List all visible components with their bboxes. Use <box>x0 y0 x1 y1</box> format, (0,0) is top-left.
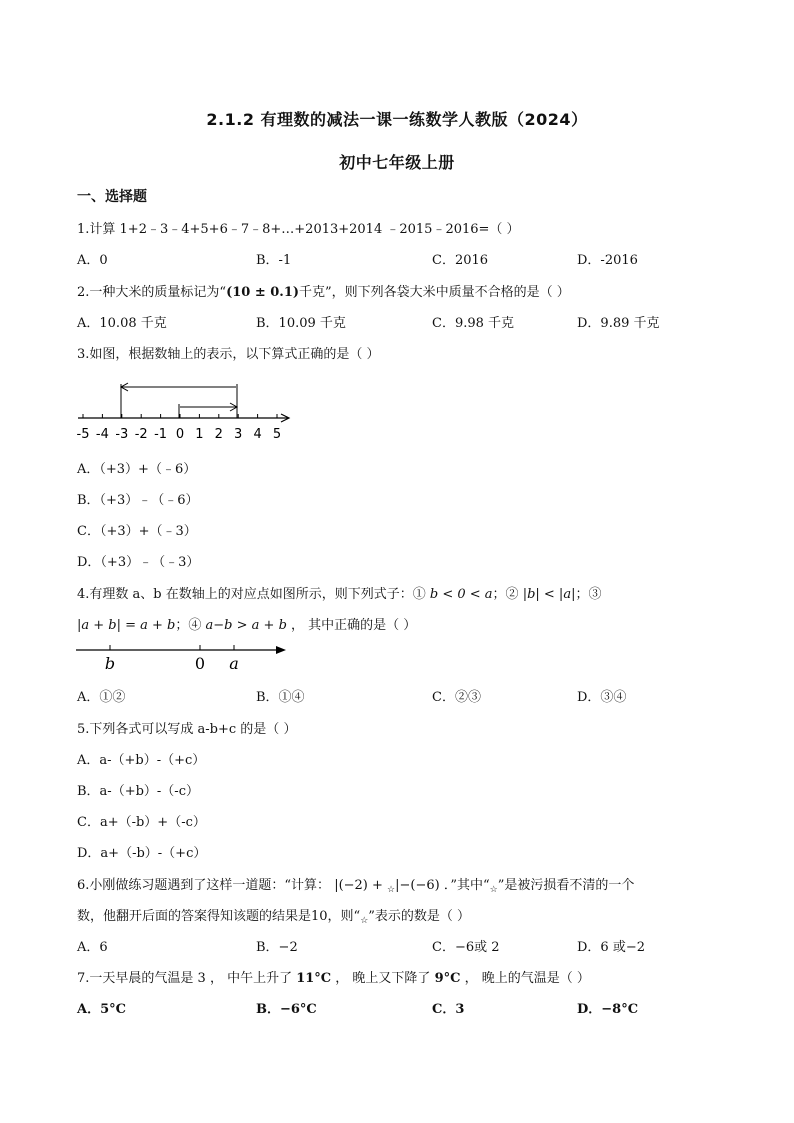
number-line-tick-label: -4 <box>95 427 109 442</box>
question-6-stem-line-1 <box>77 874 634 895</box>
question-6-star-glyph: ☆ <box>387 885 396 895</box>
question-1-option-d: D．-2016 <box>577 253 638 268</box>
question-5-option-d: D．a+（-b）-（+c） <box>77 846 207 861</box>
question-4-expression-2: |b| < |a| <box>518 587 576 602</box>
question-2-option-c: C．9.98 千克 <box>432 316 515 331</box>
number-line-tick-label: -2 <box>134 427 148 442</box>
question-4-option-b: B．①④ <box>256 690 305 705</box>
question-6-text-b: ．”其中“ <box>439 878 490 893</box>
question-1-option-a: A．0 <box>77 253 108 268</box>
number-line-tick-label: 4 <box>253 427 262 442</box>
question-6-expression-1: |(−2) + <box>330 878 388 893</box>
q4-label-a: a <box>229 654 239 673</box>
number-line-tick-labels <box>77 427 282 442</box>
question-2-stem <box>77 281 570 300</box>
question-6-expression-2: |−(−6) <box>395 878 440 893</box>
question-6-text-d: 数，他翻开后面的答案得知该题的结果是10，则“ <box>77 909 361 924</box>
question-3-number-line-figure <box>70 376 310 444</box>
question-1-option-c: C．2016 <box>432 253 489 268</box>
question-6-star-glyph-2: ☆ <box>489 885 498 895</box>
question-2-mass-expression: (10 ± 0.1) <box>226 285 300 300</box>
document-title: 2.1.2 有理数的减法一课一练数学人教版（2024） <box>206 110 588 129</box>
number-line-tick-label: 2 <box>214 427 223 442</box>
question-1-option-b: B．-1 <box>256 253 292 268</box>
question-4-text-d: ；④ <box>175 618 202 633</box>
question-6-text-e: ”表示的数是（ ） <box>368 909 471 924</box>
question-4-text-e: ， 其中正确的是（ ） <box>286 618 417 633</box>
q4-label-b: b <box>104 654 116 673</box>
question-6-option-c: C．−6或 2 <box>432 940 500 955</box>
question-2-stem-text-b: 千克”，则下列各袋大米中质量不合格的是（ ） <box>299 285 570 300</box>
question-3-option-b: B．（+3）﹣（﹣6） <box>77 493 199 508</box>
question-3-option-a: A．（+3）+（﹣6） <box>77 462 197 477</box>
question-7-option-b: B．−6°C <box>256 1002 317 1017</box>
question-6-text-a: 6.小刚做练习题遇到了这样一道题：“计算： <box>77 878 331 893</box>
question-7-option-c: C．3 <box>432 1002 465 1017</box>
question-1-stem: 1.计算 1+2﹣3﹣4+5+6﹣7﹣8+…+2013+2014 ﹣2015﹣2016=（ ） <box>77 222 520 237</box>
question-4-expression-3: |a + b| = a + b <box>77 618 176 633</box>
question-7-option-a: A．5°C <box>77 1002 126 1017</box>
question-4-option-c: C．②③ <box>432 690 481 705</box>
question-7-temp-drop: 9°C <box>434 971 461 986</box>
question-4-text-a: 4.有理数 a、b 在数轴上的对应点如图所示，则下列式子：① <box>77 587 426 602</box>
question-7-text-b: ， 晚上又下降了 <box>331 971 435 986</box>
question-6-option-b: B．−2 <box>256 940 298 955</box>
q4-arrowhead <box>276 646 286 654</box>
question-3-option-c: C．（+3）+（﹣3） <box>77 524 197 539</box>
question-6-stem-line-2 <box>77 905 470 926</box>
question-4-option-a: A．①② <box>77 690 126 705</box>
number-line-ticks <box>83 414 277 418</box>
question-6-option-a: A．6 <box>77 940 108 955</box>
question-7-text-c: ， 晚上的气温是（ ） <box>460 971 590 986</box>
question-4-text-b: ；② <box>492 587 519 602</box>
number-line-tick-label: 0 <box>175 427 185 442</box>
question-2-option-a: A．10.08 千克 <box>77 316 167 331</box>
question-6-text-c: ”是被污损看不清的一个 <box>497 878 635 893</box>
number-line-tick-label: -5 <box>76 427 90 442</box>
document-subtitle: 初中七年级上册 <box>339 153 455 172</box>
question-5-option-b: B．a-（+b）-（-c） <box>77 784 199 799</box>
question-6-option-d: D．6 或−2 <box>577 940 645 955</box>
question-7-temp-rise: 11°C <box>296 971 332 986</box>
question-4-stem-line-2 <box>77 614 416 633</box>
question-4-expression-1: b < 0 < a <box>425 587 493 602</box>
question-4-number-line-figure <box>74 636 294 674</box>
q4-label-0: 0 <box>194 654 206 673</box>
section-heading: 一、选择题 <box>77 189 147 205</box>
number-line-tick-label: 5 <box>272 427 282 442</box>
question-3-option-d: D．（+3）﹣（﹣3） <box>77 555 200 570</box>
question-7-text-a: 7.一天早晨的气温是 3 ， 中午上升了 <box>77 971 297 986</box>
question-5-option-a: A．a-（+b）-（+c） <box>77 753 206 768</box>
question-2-stem-text-a: 2.一种大米的质量标记为“ <box>77 285 227 300</box>
number-line-tick-label: 3 <box>234 427 243 442</box>
question-4-stem-line-1 <box>77 583 601 602</box>
question-7-option-d: D．−8°C <box>577 1002 639 1017</box>
question-4-expression-4: a−b > a + b <box>201 618 287 633</box>
number-line-tick-label: -1 <box>154 427 168 442</box>
question-5-option-c: C．a+（-b）+（-c） <box>77 815 206 830</box>
question-7-stem <box>77 967 590 986</box>
number-line-tick-label: -3 <box>115 427 129 442</box>
number-line-tick-label: 1 <box>195 427 204 442</box>
question-5-stem: 5.下列各式可以写成 a-b+c 的是（ ） <box>77 722 297 737</box>
question-4-option-d: D．③④ <box>577 690 627 705</box>
question-2-option-b: B．10.09 千克 <box>256 316 346 331</box>
question-6-star-glyph-3: ☆ <box>360 916 369 926</box>
question-3-stem: 3.如图，根据数轴上的表示，以下算式正确的是（ ） <box>77 347 380 362</box>
question-2-option-d: D．9.89 千克 <box>577 316 660 331</box>
question-4-text-c: ；③ <box>575 587 602 602</box>
